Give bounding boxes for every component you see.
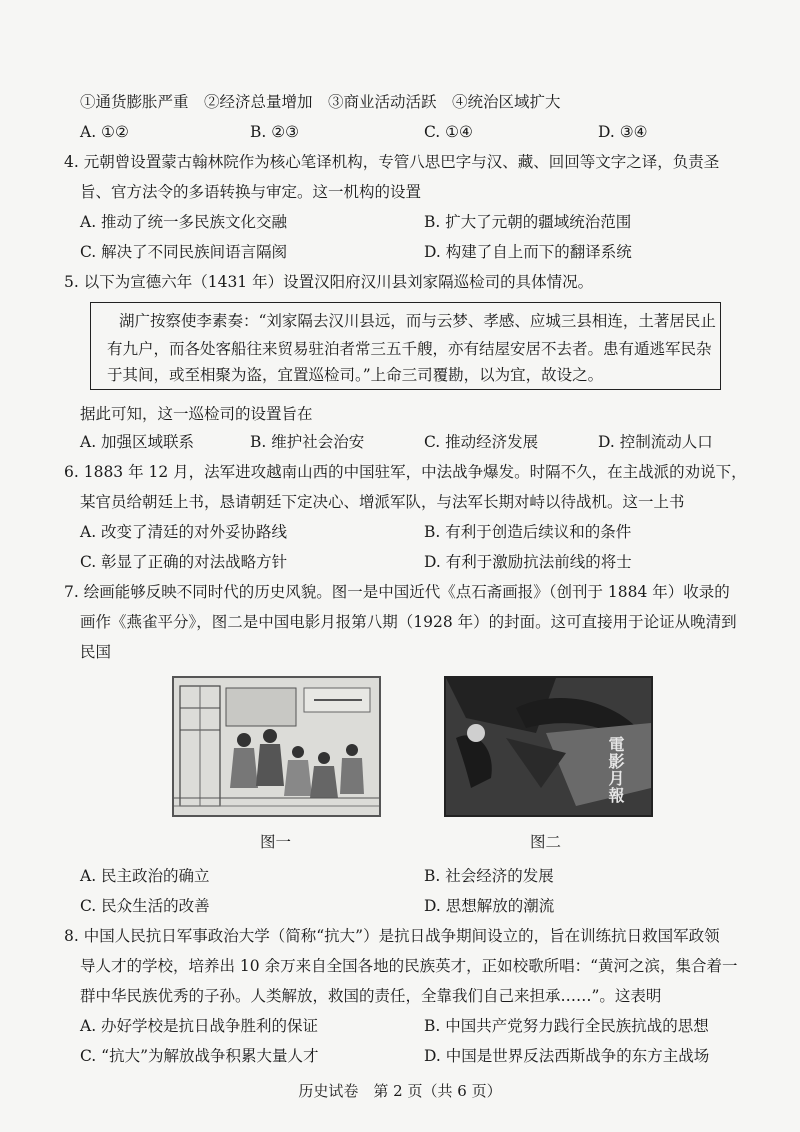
page-footer: 历史试卷 第 2 页（共 6 页） [298,1082,502,1100]
q8-option-b: B. 中国共产党努力践行全民族抗战的思想 [424,1017,709,1035]
q8-stem-line3: 群中华民族优秀的子孙。人类解放，救国的责任，全靠我们自己来担承……”。这表明 [80,987,662,1005]
q7-stem-line1: 7. 绘画能够反映不同时代的历史风貌。图一是中国近代《点石斋画报》（创刊于 1884 年）收录的 [64,583,730,601]
q5-stem-line2: 据此可知，这一巡检司的设置旨在 [80,405,313,423]
figure-1-caption: 图一 [260,833,292,851]
q7-option-b: B. 社会经济的发展 [424,867,554,885]
q4-option-a: A. 推动了统一多民族文化交融 [80,213,288,231]
q6-option-d: D. 有利于激励抗法前线的将士 [424,553,632,571]
q4-option-b: B. 扩大了元朝的疆域统治范围 [424,213,632,231]
q6-option-c: C. 彰显了正确的对法战略方针 [80,553,288,571]
q7-stem-line2: 画作《燕雀平分》，图二是中国电影月报第八期（1928 年）的封面。这可直接用于论证从晚清到 [80,613,737,631]
figure-1-illustration [172,676,381,817]
q5-stem-line1: 5. 以下为宣德六年（1431 年）设置汉阳府汉川县刘家隔巡检司的具体情况。 [64,273,594,291]
q8-option-d: D. 中国是世界反法西斯战争的东方主战场 [424,1047,710,1065]
q6-option-a: A. 改变了清廷的对外妥协路线 [80,523,288,541]
q3-option-a: A. ①② [80,123,129,141]
q4-stem-line2: 旨、官方法令的多语转换与审定。这一机构的设置 [80,183,422,201]
q4-option-c: C. 解决了不同民族间语言隔阂 [80,243,288,261]
q5-source-box [90,302,721,390]
q5-option-d: D. 控制流动人口 [598,433,713,451]
figure-2-caption: 图二 [530,833,562,851]
q5-option-c: C. 推动经济发展 [424,433,539,451]
q7-option-d: D. 思想解放的潮流 [424,897,555,915]
q4-option-d: D. 构建了自上而下的翻译系统 [424,243,632,261]
q3-option-c: C. ①④ [424,123,473,141]
q8-option-a: A. 办好学校是抗日战争胜利的保证 [80,1017,319,1035]
q5-source-line2: 有九户，而各处客船往来贸易驻泊者常三五千艘，亦有结屋安居不去者。患有遁逃军民杂 [107,340,712,358]
q6-stem-line2: 某官员给朝廷上书，恳请朝廷下定决心、增派军队，与法军长期对峙以待战机。这一上书 [80,493,685,511]
q5-option-b: B. 维护社会治安 [250,433,365,451]
q8-stem-line2: 导人才的学校，培养出 10 余万来自全国各地的民族英才，正如校歌所唱：“黄河之滨，集合着一 [80,957,738,975]
q3-option-b: B. ②③ [250,123,300,141]
figure-1-drawing [174,678,379,815]
q3-stems: ①通货膨胀严重 ②经济总量增加 ③商业活动活跃 ④统治区域扩大 [80,93,561,111]
q5-option-a: A. 加强区域联系 [80,433,195,451]
figure-2-cover [444,676,653,817]
q5-source-line1: 湖广按察使李素奏：“刘家隔去汉川县远，而与云梦、孝感、应城三县相连，土著居民止 [119,312,716,330]
q4-stem-line1: 4. 元朝曾设置蒙古翰林院作为核心笔译机构，专管八思巴字与汉、藏、回回等文字之译，负责圣 [64,153,720,171]
q7-option-c: C. 民众生活的改善 [80,897,210,915]
q8-stem-line1: 8. 中国人民抗日军事政治大学（简称“抗大”）是抗日战争期间设立的，旨在训练抗日救国军政领 [64,927,720,945]
q5-source-line3: 于其间，或至相聚为盗，宜置巡检司。”上命三司覆勘，以为宜，故设之。 [107,366,604,384]
q8-option-c: C. “抗大”为解放战争积累大量人才 [80,1047,319,1065]
q6-option-b: B. 有利于创造后续议和的条件 [424,523,632,541]
q6-stem-line1: 6. 1883 年 12 月，法军进攻越南山西的中国驻军，中法战争爆发。时隔不久，在主战派的劝说下， [64,463,747,481]
q3-option-d: D. ③④ [598,123,648,141]
q7-stem-line3: 民国 [80,643,112,661]
figure-2-title: 電影月報 [606,736,625,804]
q7-option-a: A. 民主政治的确立 [80,867,210,885]
